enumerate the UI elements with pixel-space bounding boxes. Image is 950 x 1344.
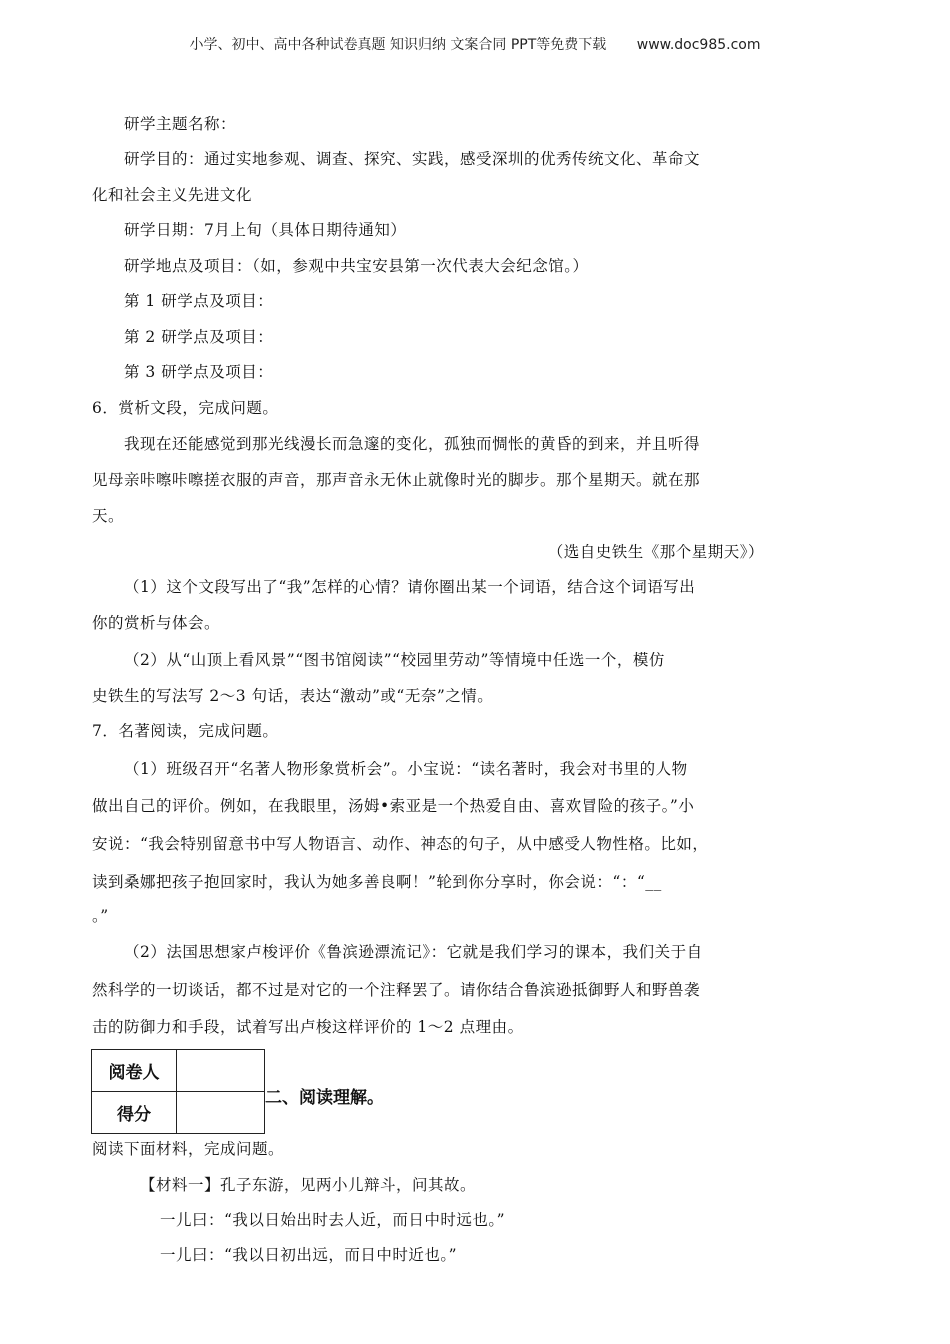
research-purpose-line1: 研学目的：通过实地参观、调查、探究、实践，感受深圳的优秀传统文化、革命文 — [124, 150, 701, 168]
header-text: 小学、初中、高中各种试卷真题 知识归纳 文案合同 PPT等免费下载 — [189, 37, 607, 53]
q7-title: 7．名著阅读，完成问题。 — [92, 722, 279, 740]
q6-source: （选自史铁生《那个星期天》） — [547, 543, 764, 561]
section-instruction: 阅读下面材料，完成问题。 — [92, 1140, 285, 1158]
q6-sub2-line2: 史铁生的写法写 2～3 句话，表达“激动”或“无奈”之情。 — [92, 687, 494, 705]
reviewer-label: 阅卷人 — [92, 1050, 177, 1092]
q7-sub1-line1: （1）班级召开“名著人物形象赏析会”。小宝说：“读名著时，我会对书里的人物 — [124, 760, 688, 778]
page-header — [0, 34, 950, 54]
material1-line2: 一儿曰：“我以日初出远，而日中时近也。” — [160, 1246, 458, 1264]
q6-passage-line2: 见母亲咔嚓咔嚓搓衣服的声音，那声音永无休止就像时光的脚步。那个星期天。就在那 — [92, 471, 701, 489]
q6-sub1-line2: 你的赏析与体会。 — [92, 614, 221, 632]
q6-sub2-line1: （2）从“山顶上看风景”“图书馆阅读”“校园里劳动”等情境中任选一个，模仿 — [124, 651, 665, 669]
section-title: 二、阅读理解。 — [265, 1088, 384, 1108]
score-cell — [177, 1092, 265, 1134]
q7-sub1-line4: 读到桑娜把孩子抱回家时，我认为她多善良啊！”轮到你分享时，你会说：“：“__ — [92, 873, 662, 891]
q7-sub2-line2: 然科学的一切谈话，都不过是对它的一个注释罢了。请你结合鲁滨逊抵御野人和野兽袭 — [92, 981, 701, 999]
score-label: 得分 — [92, 1092, 177, 1134]
q7-sub1-line2: 做出自己的评价。例如，在我眼里，汤姆•索亚是一个热爱自由、喜欢冒险的孩子。”小 — [92, 797, 695, 815]
research-purpose-line2: 化和社会主义先进文化 — [92, 186, 253, 204]
q7-sub2-line3: 击的防御力和手段，试着写出卢梭这样评价的 1～2 点理由。 — [92, 1018, 524, 1036]
q6-passage-line3: 天。 — [92, 507, 125, 525]
research-point-3: 第 3 研学点及项目： — [124, 363, 274, 381]
score-table — [91, 1049, 265, 1134]
reviewer-cell — [177, 1050, 265, 1092]
research-point-2: 第 2 研学点及项目： — [124, 328, 274, 346]
header-site[interactable]: www.doc985.com — [636, 37, 761, 53]
q6-title: 6．赏析文段，完成问题。 — [92, 399, 279, 417]
research-place: 研学地点及项目：（如，参观中共宝安县第一次代表大会纪念馆。） — [124, 257, 589, 275]
q6-sub1-line1: （1）这个文段写出了“我”怎样的心情？请你圈出某一个词语，结合这个词语写出 — [124, 578, 696, 596]
material1-line1: 一儿曰：“我以日始出时去人近，而日中时远也。” — [160, 1211, 506, 1229]
research-date: 研学日期：7月上旬（具体日期待通知） — [124, 221, 407, 239]
q7-sub1-line5: 。” — [92, 907, 109, 925]
q6-passage-line1: 我现在还能感觉到那光线漫长而急邃的变化，孤独而惆怅的黄昏的到来，并且听得 — [124, 435, 701, 453]
q7-sub2-line1: （2）法国思想家卢梭评价《鲁滨逊漂流记》：它就是我们学习的课本，我们关于自 — [124, 943, 703, 961]
research-point-1: 第 1 研学点及项目： — [124, 292, 274, 310]
q7-sub1-line3: 安说：“我会特别留意书中写人物语言、动作、神态的句子，从中感受人物性格。比如， — [92, 835, 709, 853]
research-topic: 研学主题名称： — [124, 115, 237, 133]
material1-intro: 【材料一】孔子东游，见两小儿辩斗，问其故。 — [140, 1176, 477, 1194]
